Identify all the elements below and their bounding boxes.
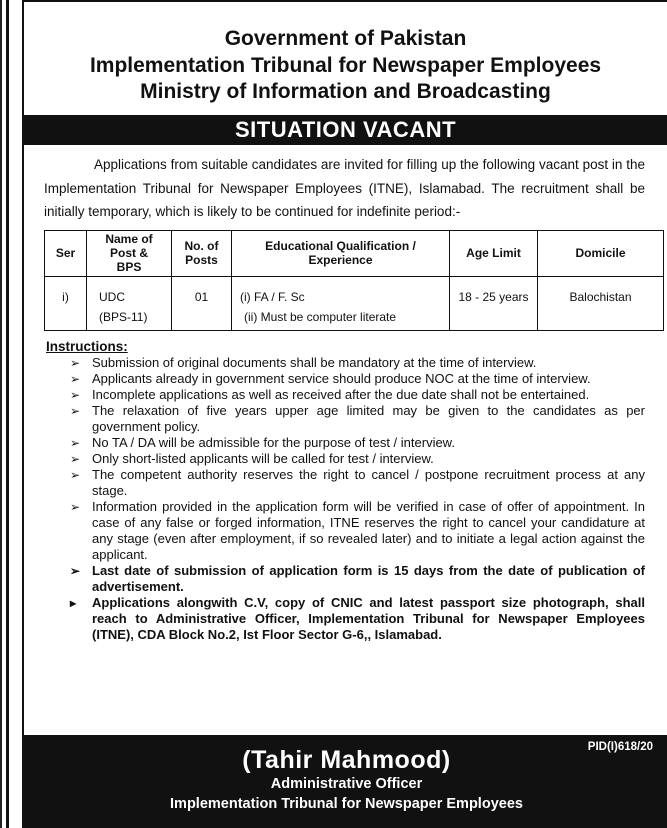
arrow-bullet-icon: ➢ bbox=[70, 355, 81, 370]
header-tribunal: Implementation Tribunal for Newspaper Employees bbox=[89, 54, 602, 77]
instructions-title: Instructions: bbox=[46, 338, 128, 354]
list-item-text: Only short-listed applicants will be called for test / interview. bbox=[92, 450, 434, 466]
header bbox=[24, 2, 667, 105]
left-margin-line bbox=[0, 0, 2, 828]
instructions-list bbox=[70, 355, 645, 643]
arrow-bullet-icon: ➢ bbox=[70, 387, 81, 402]
col-post-header-line2: Post & bbox=[109, 246, 148, 260]
cell-education bbox=[232, 276, 450, 330]
list-item bbox=[70, 451, 645, 467]
col-dom-header: Domicile bbox=[538, 230, 664, 276]
list-item bbox=[70, 435, 645, 451]
list-item bbox=[70, 355, 645, 371]
list-item-text: The competent authority reserves the right to cancel / postpone recruitment process at any stage. bbox=[92, 466, 645, 498]
arrow-bullet-icon: ➢ bbox=[70, 371, 81, 386]
arrow-bullet-icon: ➢ bbox=[70, 467, 81, 482]
cell-post bbox=[87, 276, 172, 330]
list-item bbox=[70, 563, 645, 595]
col-post-header-line1: Name of bbox=[105, 232, 153, 246]
arrow-bullet-icon: ➢ bbox=[70, 403, 81, 418]
list-item-text: Information provided in the application form will be verified in case of offer of appointment. In case of any false or forged information, ITNE reserves the right to cancel your candidature at any stage (even after employment, if so revealed later) and to initiate a legal action against the applicant. bbox=[92, 498, 645, 562]
vacancy-table bbox=[44, 230, 664, 331]
cell-age-limit: 18 - 25 years bbox=[450, 276, 538, 330]
list-item-text: Applicants already in government service should produce NOC at the time of interview. bbox=[92, 370, 591, 386]
pid-number: PID(I)618/20 bbox=[587, 741, 653, 753]
col-ser-header: Ser bbox=[45, 230, 87, 276]
cell-post-bps: (BPS-11) bbox=[99, 309, 148, 324]
cell-no-of-posts: 01 bbox=[172, 276, 232, 330]
left-margin-strip bbox=[0, 0, 16, 828]
small-arrow-bullet-icon: ▸ bbox=[70, 595, 77, 610]
arrow-bullet-icon: ➢ bbox=[70, 435, 81, 450]
signature-footer bbox=[24, 735, 667, 828]
list-item-text: Submission of original documents shall be mandatory at the time of interview. bbox=[92, 354, 537, 370]
list-item bbox=[70, 371, 645, 387]
col-edu-header-line2: Experience bbox=[308, 253, 373, 267]
col-edu-header-line1: Educational Qualification / bbox=[265, 239, 416, 253]
col-age-header: Age Limit bbox=[450, 230, 538, 276]
advertisement-page bbox=[22, 0, 667, 828]
list-item bbox=[70, 387, 645, 403]
list-item bbox=[70, 595, 645, 643]
col-post-header bbox=[87, 230, 172, 276]
col-no-header bbox=[172, 230, 232, 276]
header-government: Government of Pakistan bbox=[224, 27, 467, 50]
col-no-header-line1: No. of bbox=[184, 239, 219, 253]
situation-vacant-banner: SITUATION VACANT bbox=[24, 115, 667, 145]
officer-title: Administrative Officer bbox=[270, 776, 423, 792]
list-item bbox=[70, 467, 645, 499]
list-item-text: The relaxation of five years upper age limited may be given to the candidates as per government policy. bbox=[92, 402, 645, 434]
list-item bbox=[70, 499, 645, 563]
table-header-row bbox=[45, 230, 664, 276]
header-ministry: Ministry of Information and Broadcasting bbox=[140, 80, 551, 103]
cell-post-name: UDC bbox=[99, 289, 125, 304]
cell-education-line2: (ii) Must be computer literate bbox=[244, 309, 397, 324]
table-row bbox=[45, 276, 664, 330]
cell-ser: i) bbox=[45, 276, 87, 330]
list-item-text: No TA / DA will be admissible for the purpose of test / interview. bbox=[92, 434, 455, 450]
list-item-text: Applications alongwith C.V, copy of CNIC and latest passport size photograph, shall reach to Administrative Officer, Implementation Tribunal for Newspaper Employees (ITNE), CDA Block No.2, Ist Floor Sector G-6,, Islamabad. bbox=[92, 594, 645, 642]
cell-domicile: Balochistan bbox=[538, 276, 664, 330]
list-item-text: Incomplete applications as well as received after the due date shall not be entertained. bbox=[92, 386, 590, 402]
intro-paragraph: Applications from suitable candidates are invited for filling up the following vacant post in the Implementation Tribunal for Newspaper Employees (ITNE), Islamabad. The recruitment shall be initially temporary, which is likely to be continued for indefinite period:- bbox=[44, 157, 645, 219]
col-edu-header bbox=[232, 230, 450, 276]
arrow-bullet-icon: ➢ bbox=[70, 499, 81, 514]
col-no-header-line2: Posts bbox=[185, 253, 218, 267]
officer-name: (Tahir Mahmood) bbox=[242, 746, 451, 774]
arrow-bullet-icon: ➢ bbox=[70, 563, 81, 578]
left-margin-rule bbox=[6, 0, 9, 828]
col-post-header-line3: BPS bbox=[116, 260, 142, 274]
footer-organization: Implementation Tribunal for Newspaper Employees bbox=[170, 796, 523, 812]
arrow-bullet-icon: ➢ bbox=[70, 451, 81, 466]
list-item-text: Last date of submission of application form is 15 days from the date of publication of advertisement. bbox=[92, 562, 645, 594]
cell-education-line1: (i) FA / F. Sc bbox=[240, 289, 305, 304]
list-item bbox=[70, 403, 645, 435]
